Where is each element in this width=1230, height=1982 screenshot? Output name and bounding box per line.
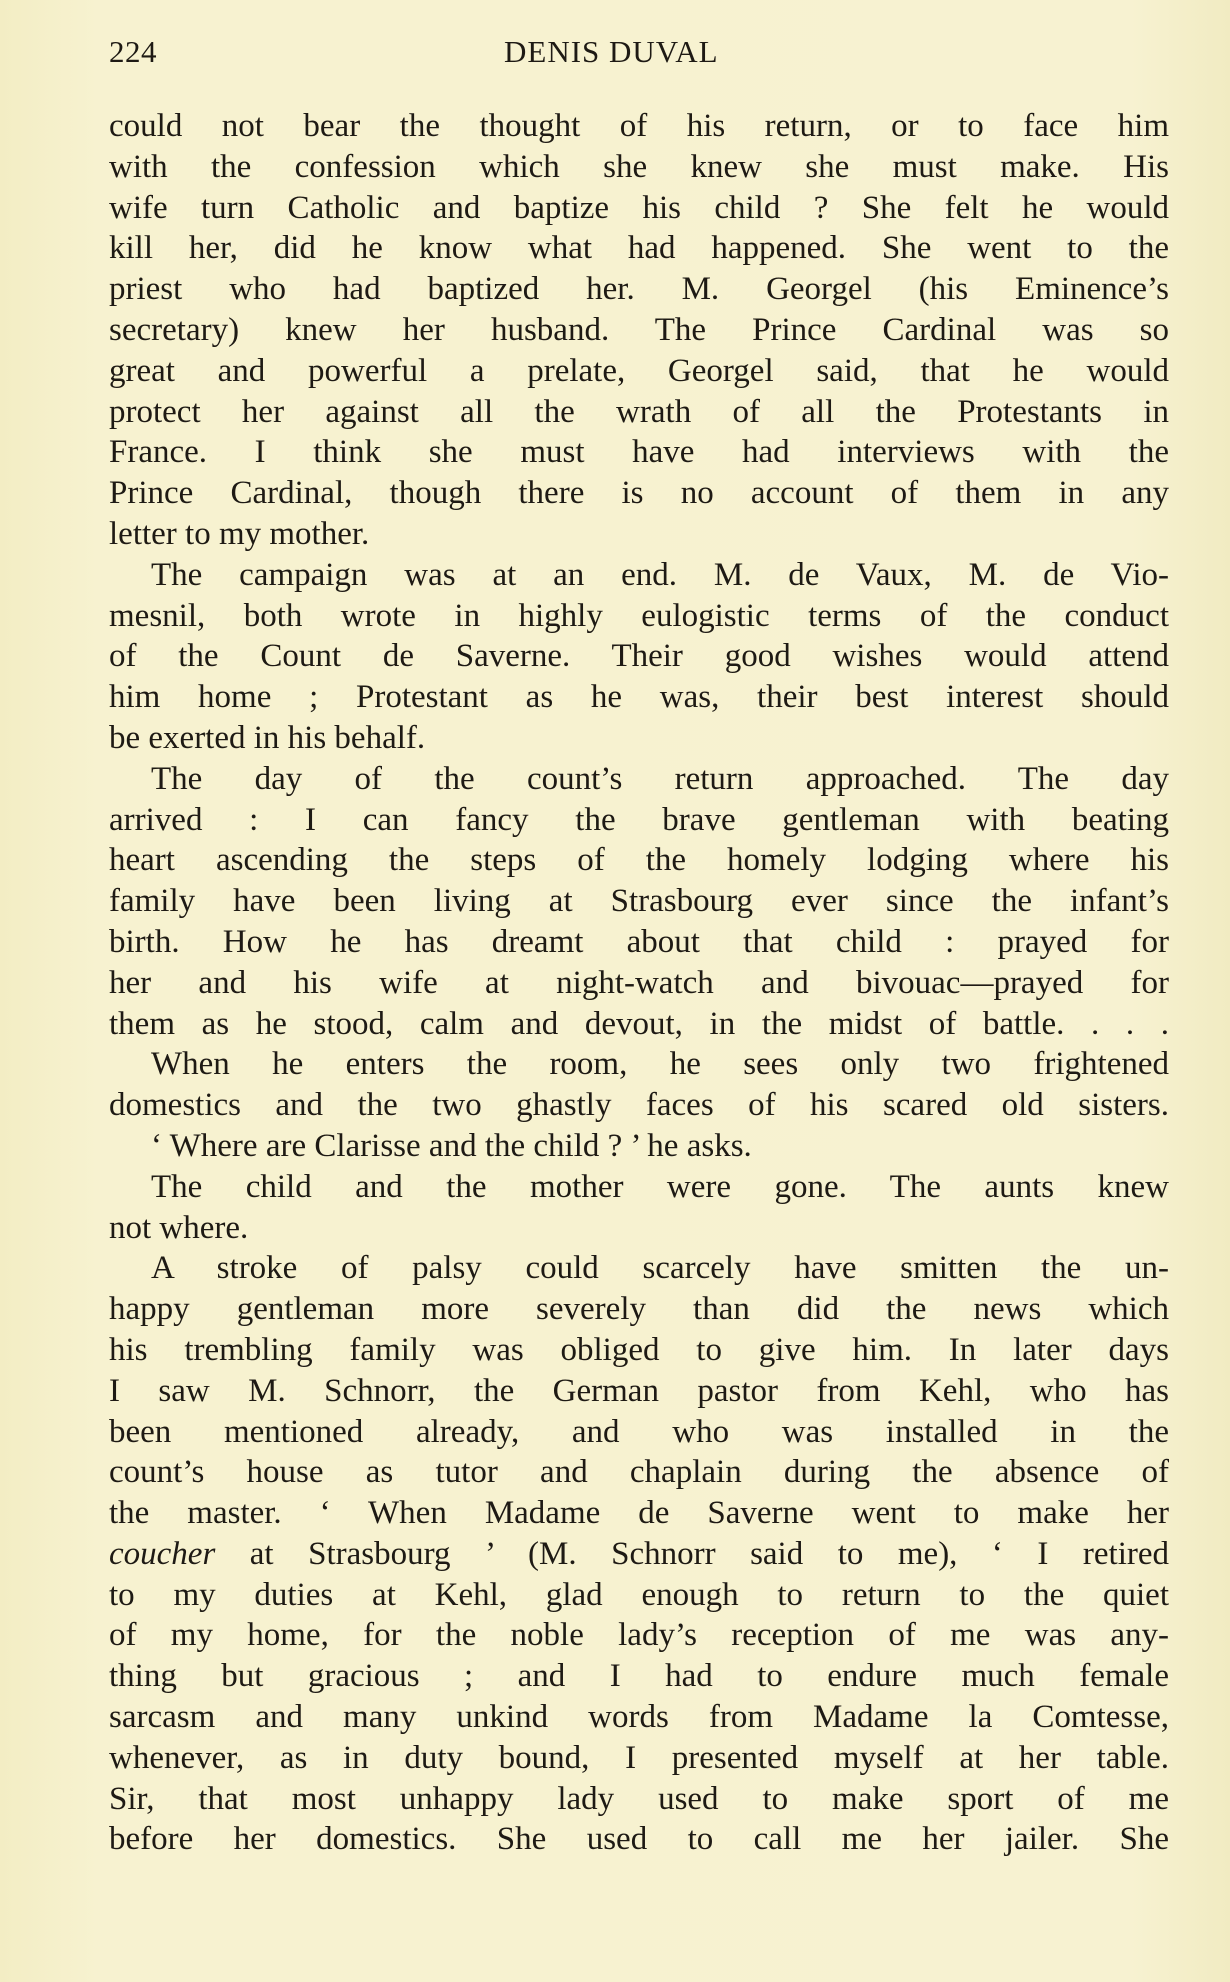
text-line: birth. How he has dreamt about that child : prayed for [109, 923, 1169, 960]
text-line: mesnil, both wrote in highly eulogistic terms of the conduct [109, 597, 1169, 634]
text-line: ‘ Where are Clarisse and the child ? ’ he asks. [151, 1127, 752, 1164]
text-line: priest who had baptized her. M. Georgel (his Eminence’s [109, 271, 1169, 308]
italic-word: coucher [109, 1535, 216, 1572]
text-line: been mentioned already, and who was installed in the [109, 1413, 1169, 1450]
text-line: her and his wife at night-watch and bivouac—prayed for [109, 964, 1169, 1001]
text-line: Prince Cardinal, though there is no account of them in any [109, 475, 1169, 512]
text-line: not where. [109, 1209, 249, 1246]
page-number: 224 [109, 34, 157, 69]
running-head [109, 30, 1169, 74]
text-line: before her domestics. She used to call me her jailer. She [109, 1821, 1169, 1858]
text-line: be exerted in his behalf. [109, 719, 426, 756]
text-line: arrived : I can fancy the brave gentleman with beating [109, 801, 1169, 838]
text-line: of the Count de Saverne. Their good wishes would attend [109, 638, 1169, 675]
text-line: The campaign was at an end. M. de Vaux, M. de Vio- [151, 556, 1169, 593]
text-line: him home ; Protestant as he was, their best interest should [109, 679, 1169, 716]
text-line: could not bear the thought of his return, or to face him [109, 108, 1169, 144]
text-line: to my duties at Kehl, glad enough to return to the quiet [109, 1576, 1169, 1613]
text-line: of my home, for the noble lady’s reception of me was any- [109, 1617, 1169, 1654]
text-line: count’s house as tutor and chaplain during the absence of [109, 1454, 1169, 1491]
text-line: secretary) knew her husband. The Prince Cardinal was so [109, 311, 1169, 348]
text-line [109, 1534, 1169, 1575]
text-line: with the confession which she knew she must make. His [109, 148, 1169, 185]
body-text [109, 106, 1169, 1860]
text-line: sarcasm and many unkind words from Madame la Comtesse, [109, 1699, 1169, 1736]
text-line: great and powerful a prelate, Georgel said, that he would [109, 352, 1169, 389]
text-line: thing but gracious ; and I had to endure much female [109, 1658, 1169, 1695]
text-line: whenever, as in duty bound, I presented myself at her table. [109, 1739, 1169, 1776]
text-line: I saw M. Schnorr, the German pastor from Kehl, who has [109, 1372, 1169, 1409]
text-line: protect her against all the wrath of all the Protestants in [109, 393, 1169, 430]
text-line: Sir, that most unhappy lady used to make sport of me [109, 1780, 1169, 1817]
text-line: The day of the count’s return approached. The day [151, 760, 1169, 797]
text-fragment: at Strasbourg ’ (M. Schnorr said to me), ‘ I retired [215, 1535, 1169, 1572]
text-line: kill her, did he know what had happened. She went to the [109, 230, 1169, 267]
text-line: wife turn Catholic and baptize his child ? She felt he would [109, 189, 1169, 226]
text-line: domestics and the two ghastly faces of his scared old sisters. [109, 1087, 1169, 1124]
text-line: happy gentleman more severely than did the news which [109, 1291, 1169, 1328]
text-line: When he enters the room, he sees only two frightened [151, 1046, 1169, 1083]
text-line: letter to my mother. [109, 515, 370, 552]
text-line: The child and the mother were gone. The aunts knew [151, 1168, 1169, 1205]
text-line: them as he stood, calm and devout, in the midst of battle. . . . [109, 1005, 1169, 1042]
text-line: heart ascending the steps of the homely lodging where his [109, 842, 1169, 879]
text-line: family have been living at Strasbourg ever since the infant’s [109, 883, 1169, 920]
text-line: A stroke of palsy could scarcely have smitten the un- [151, 1250, 1169, 1287]
text-line: the master. ‘ When Madame de Saverne went to make her [109, 1495, 1169, 1532]
text-line: France. I think she must have had interviews with the [109, 434, 1169, 471]
running-title: DENIS DUVAL [504, 34, 719, 69]
text-line: his trembling family was obliged to give him. In later days [109, 1331, 1169, 1368]
